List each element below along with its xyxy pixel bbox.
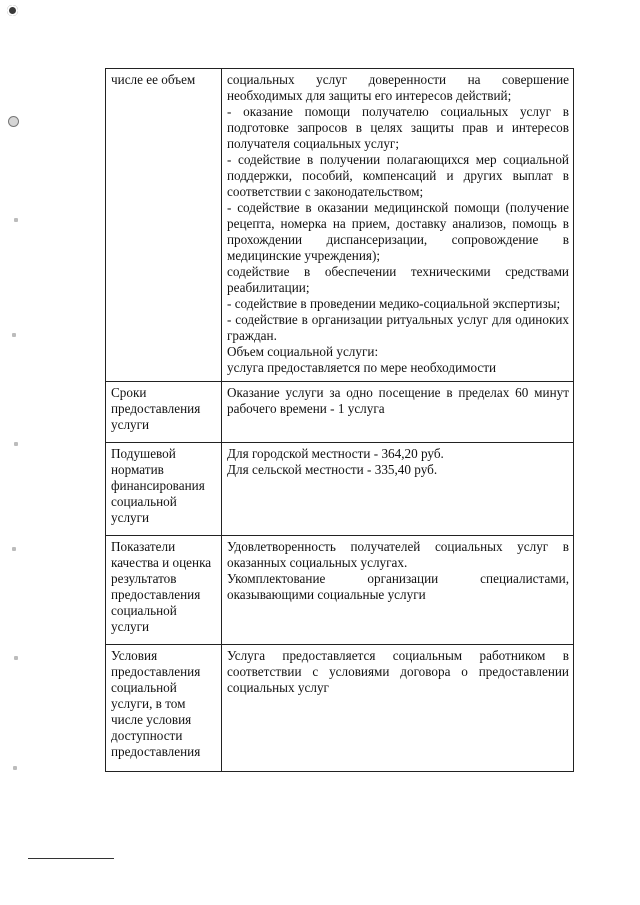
row-value (222, 536, 574, 645)
value-line: Для сельской местности - 335,40 руб. (227, 462, 438, 477)
value-line: - оказание помощи получателю социальных услуг в подготовке запросов в целях защиты прав и интересов получателя социальных услуг; (227, 104, 569, 151)
scan-mark-icon (7, 5, 18, 16)
table-row (106, 382, 574, 443)
service-description-table (105, 68, 574, 772)
scan-speck (12, 333, 16, 337)
value-line: Объем социальной услуги: (227, 344, 379, 359)
row-label: Условия предоставления социальной услуги, в том числе условия доступности предоставления (106, 645, 222, 772)
table-row (106, 443, 574, 536)
scan-speck (13, 766, 17, 770)
value-line: социальных услуг доверенности на совершение необходимых для защиты его интересов действий; (227, 72, 569, 103)
value-line: Для городской местности - 364,20 руб. (227, 446, 444, 461)
footnote-separator (28, 858, 114, 859)
value-line: Удовлетворенность получателей социальных услуг в оказанных социальных услугах. (227, 539, 569, 570)
row-value (222, 645, 574, 772)
row-label: Показатели качества и оценка результатов предоставления социальной услуги (106, 536, 222, 645)
value-line: содействие в обеспечении техническими средствами реабилитации; (227, 264, 569, 295)
table-row (106, 645, 574, 772)
value-line: Услуга предоставляется социальным работником в соответствии с условиями договора о предоставлении социальных услуг (227, 648, 569, 695)
scan-speck (14, 656, 18, 660)
scan-mark-icon (8, 116, 19, 127)
value-line: - содействие в организации ритуальных услуг для одиноких граждан. (227, 312, 569, 343)
value-line: Укомплектование организации специалистами, оказывающими социальные услуги (227, 571, 569, 602)
value-line: Оказание услуги за одно посещение в пределах 60 минут рабочего времени - 1 услуга (227, 385, 569, 416)
row-label: Подушевой норматив финансирования социальной услуги (106, 443, 222, 536)
row-value (222, 382, 574, 443)
row-value (222, 443, 574, 536)
scan-speck (14, 442, 18, 446)
scan-speck (14, 218, 18, 222)
row-label: числе ее объем (106, 69, 222, 382)
value-line: - содействие в оказании медицинской помощи (получение рецепта, номерка на прием, доставку анализов, помощь в прохождении диспансеризации, сопровождение в медицинские учреждения); (227, 200, 569, 263)
table-row (106, 69, 574, 382)
value-line: - содействие в проведении медико-социальной экспертизы; (227, 296, 561, 311)
table-row (106, 536, 574, 645)
value-line: - содействие в получении полагающихся мер социальной поддержки, пособий, компенсаций и других выплат в соответствии с законодательством; (227, 152, 569, 199)
scan-speck (12, 547, 16, 551)
value-line: услуга предоставляется по мере необходимости (227, 360, 497, 375)
row-label: Сроки предоставления услуги (106, 382, 222, 443)
row-value (222, 69, 574, 382)
